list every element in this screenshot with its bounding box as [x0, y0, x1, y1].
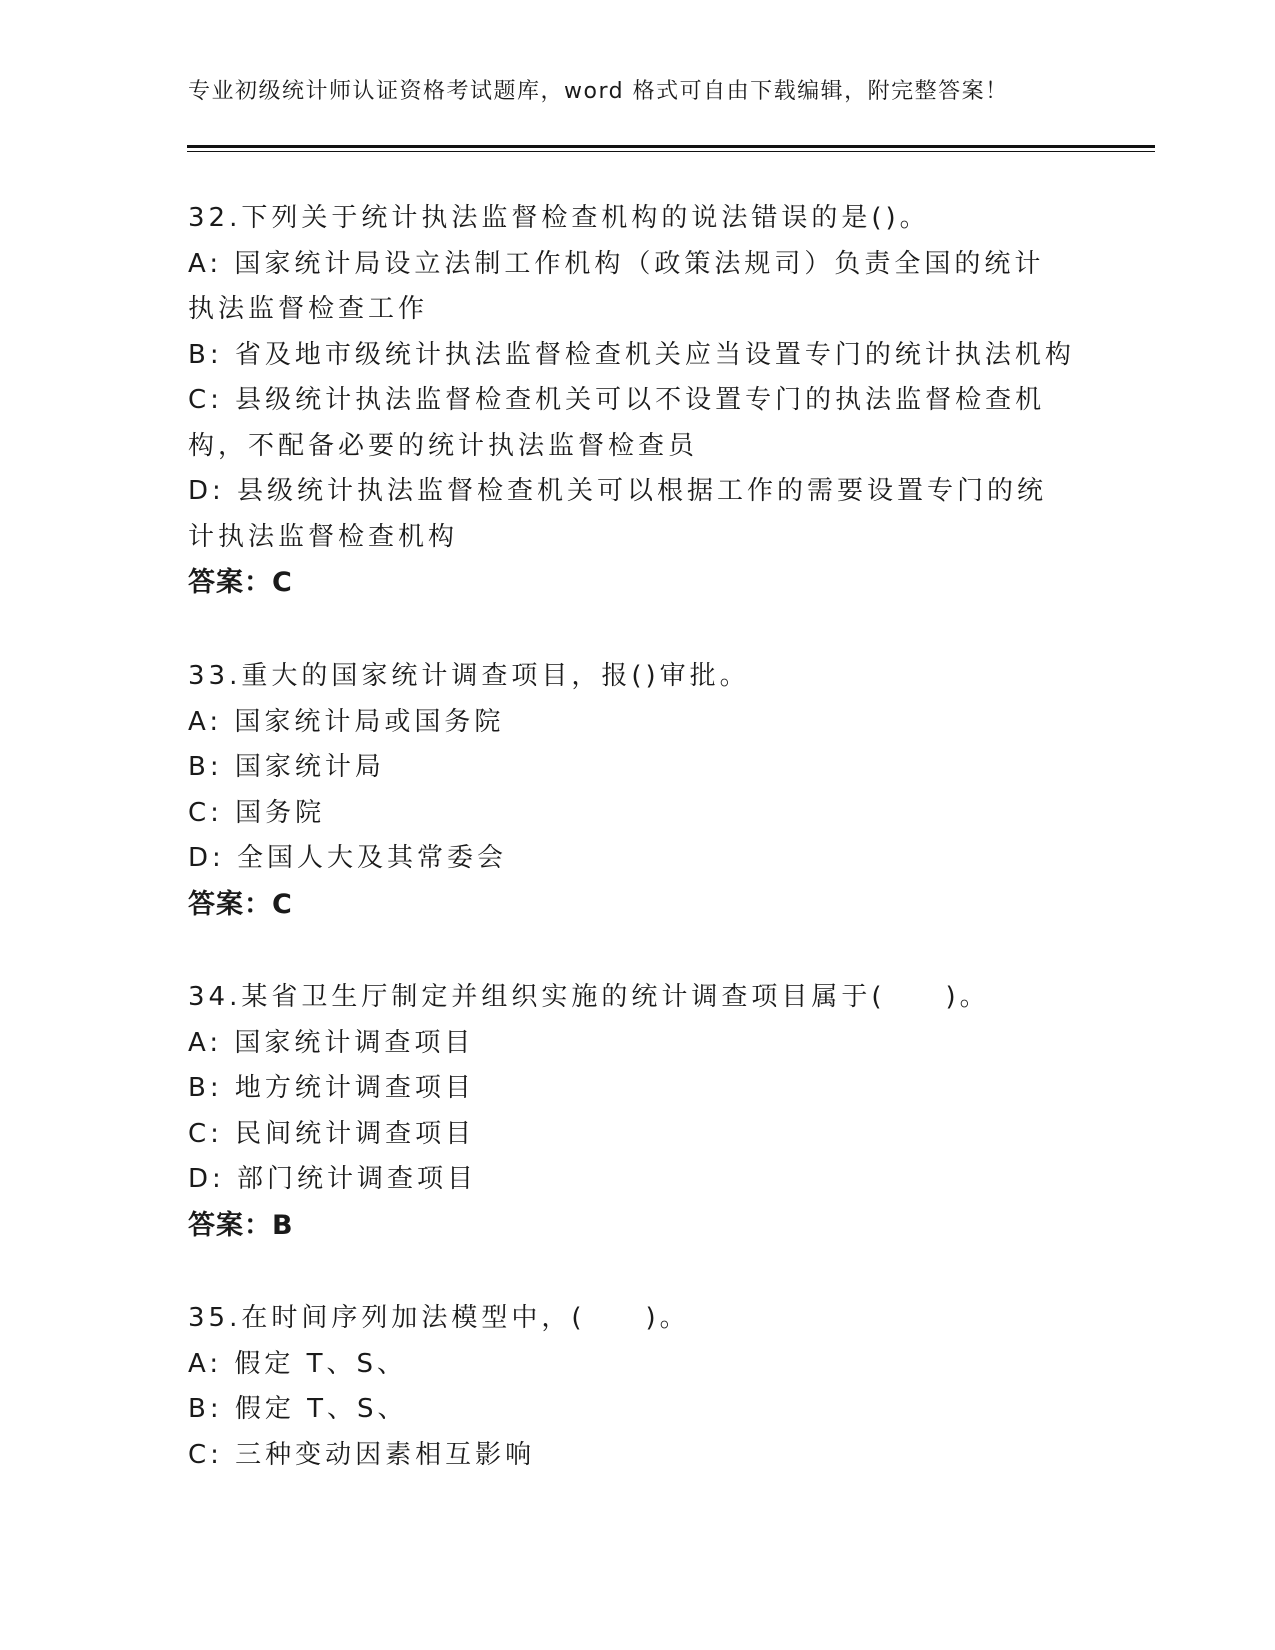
option-d: D: 县级统计执法监督检查机关可以根据工作的需要设置专门的统计执法监督检查机构 [188, 476, 1048, 552]
question-stem: 32.下列关于统计执法监督检查机构的说法错误的是()。 [188, 203, 930, 233]
document-header: 专业初级统计师认证资格考试题库，word 格式可自由下载编辑，附完整答案！ [188, 79, 1009, 104]
header-divider-thick [187, 145, 1155, 148]
option-a: A: 国家统计局或国务院 [188, 706, 505, 737]
option-c: C: 三种变动因素相互影响 [188, 1439, 536, 1470]
question-33 [188, 654, 1088, 927]
option-b: B: 地方统计调查项目 [188, 1073, 475, 1103]
option-b: B: 假定 T、S、 [188, 1394, 408, 1424]
header-divider-thin [187, 151, 1155, 152]
question-stem: 33.重大的国家统计调查项目，报()审批。 [188, 661, 750, 691]
option-b: B: 国家统计局 [188, 752, 385, 782]
option-c: C: 国务院 [188, 797, 326, 828]
option-d: D: 部门统计调查项目 [188, 1164, 478, 1194]
option-c: C: 县级统计执法监督检查机关可以不设置专门的执法监督检查机构，不配备必要的统计执法监督检查员 [188, 385, 1046, 461]
option-a: A: 国家统计调查项目 [188, 1027, 475, 1058]
answer: 答案：C [188, 888, 293, 920]
option-a: A: 国家统计局设立法制工作机构（政策法规司）负责全国的统计执法监督检查工作 [188, 248, 1045, 324]
option-a: A: 假定 T、S、 [188, 1348, 408, 1379]
question-34 [188, 975, 1088, 1248]
option-b: B: 省及地市级统计执法监督检查机关应当设置专门的统计执法机构 [188, 339, 1075, 370]
option-c: C: 民间统计调查项目 [188, 1118, 476, 1149]
answer: 答案：B [188, 1209, 294, 1241]
answer: 答案：C [188, 567, 293, 598]
option-d: D: 全国人大及其常委会 [188, 843, 508, 873]
question-stem: 34.某省卫生厅制定并组织实施的统计调查项目属于( )。 [188, 982, 990, 1012]
question-35 [188, 1296, 1088, 1478]
question-stem: 35.在时间序列加法模型中，( )。 [188, 1303, 690, 1333]
question-32 [188, 196, 1088, 606]
